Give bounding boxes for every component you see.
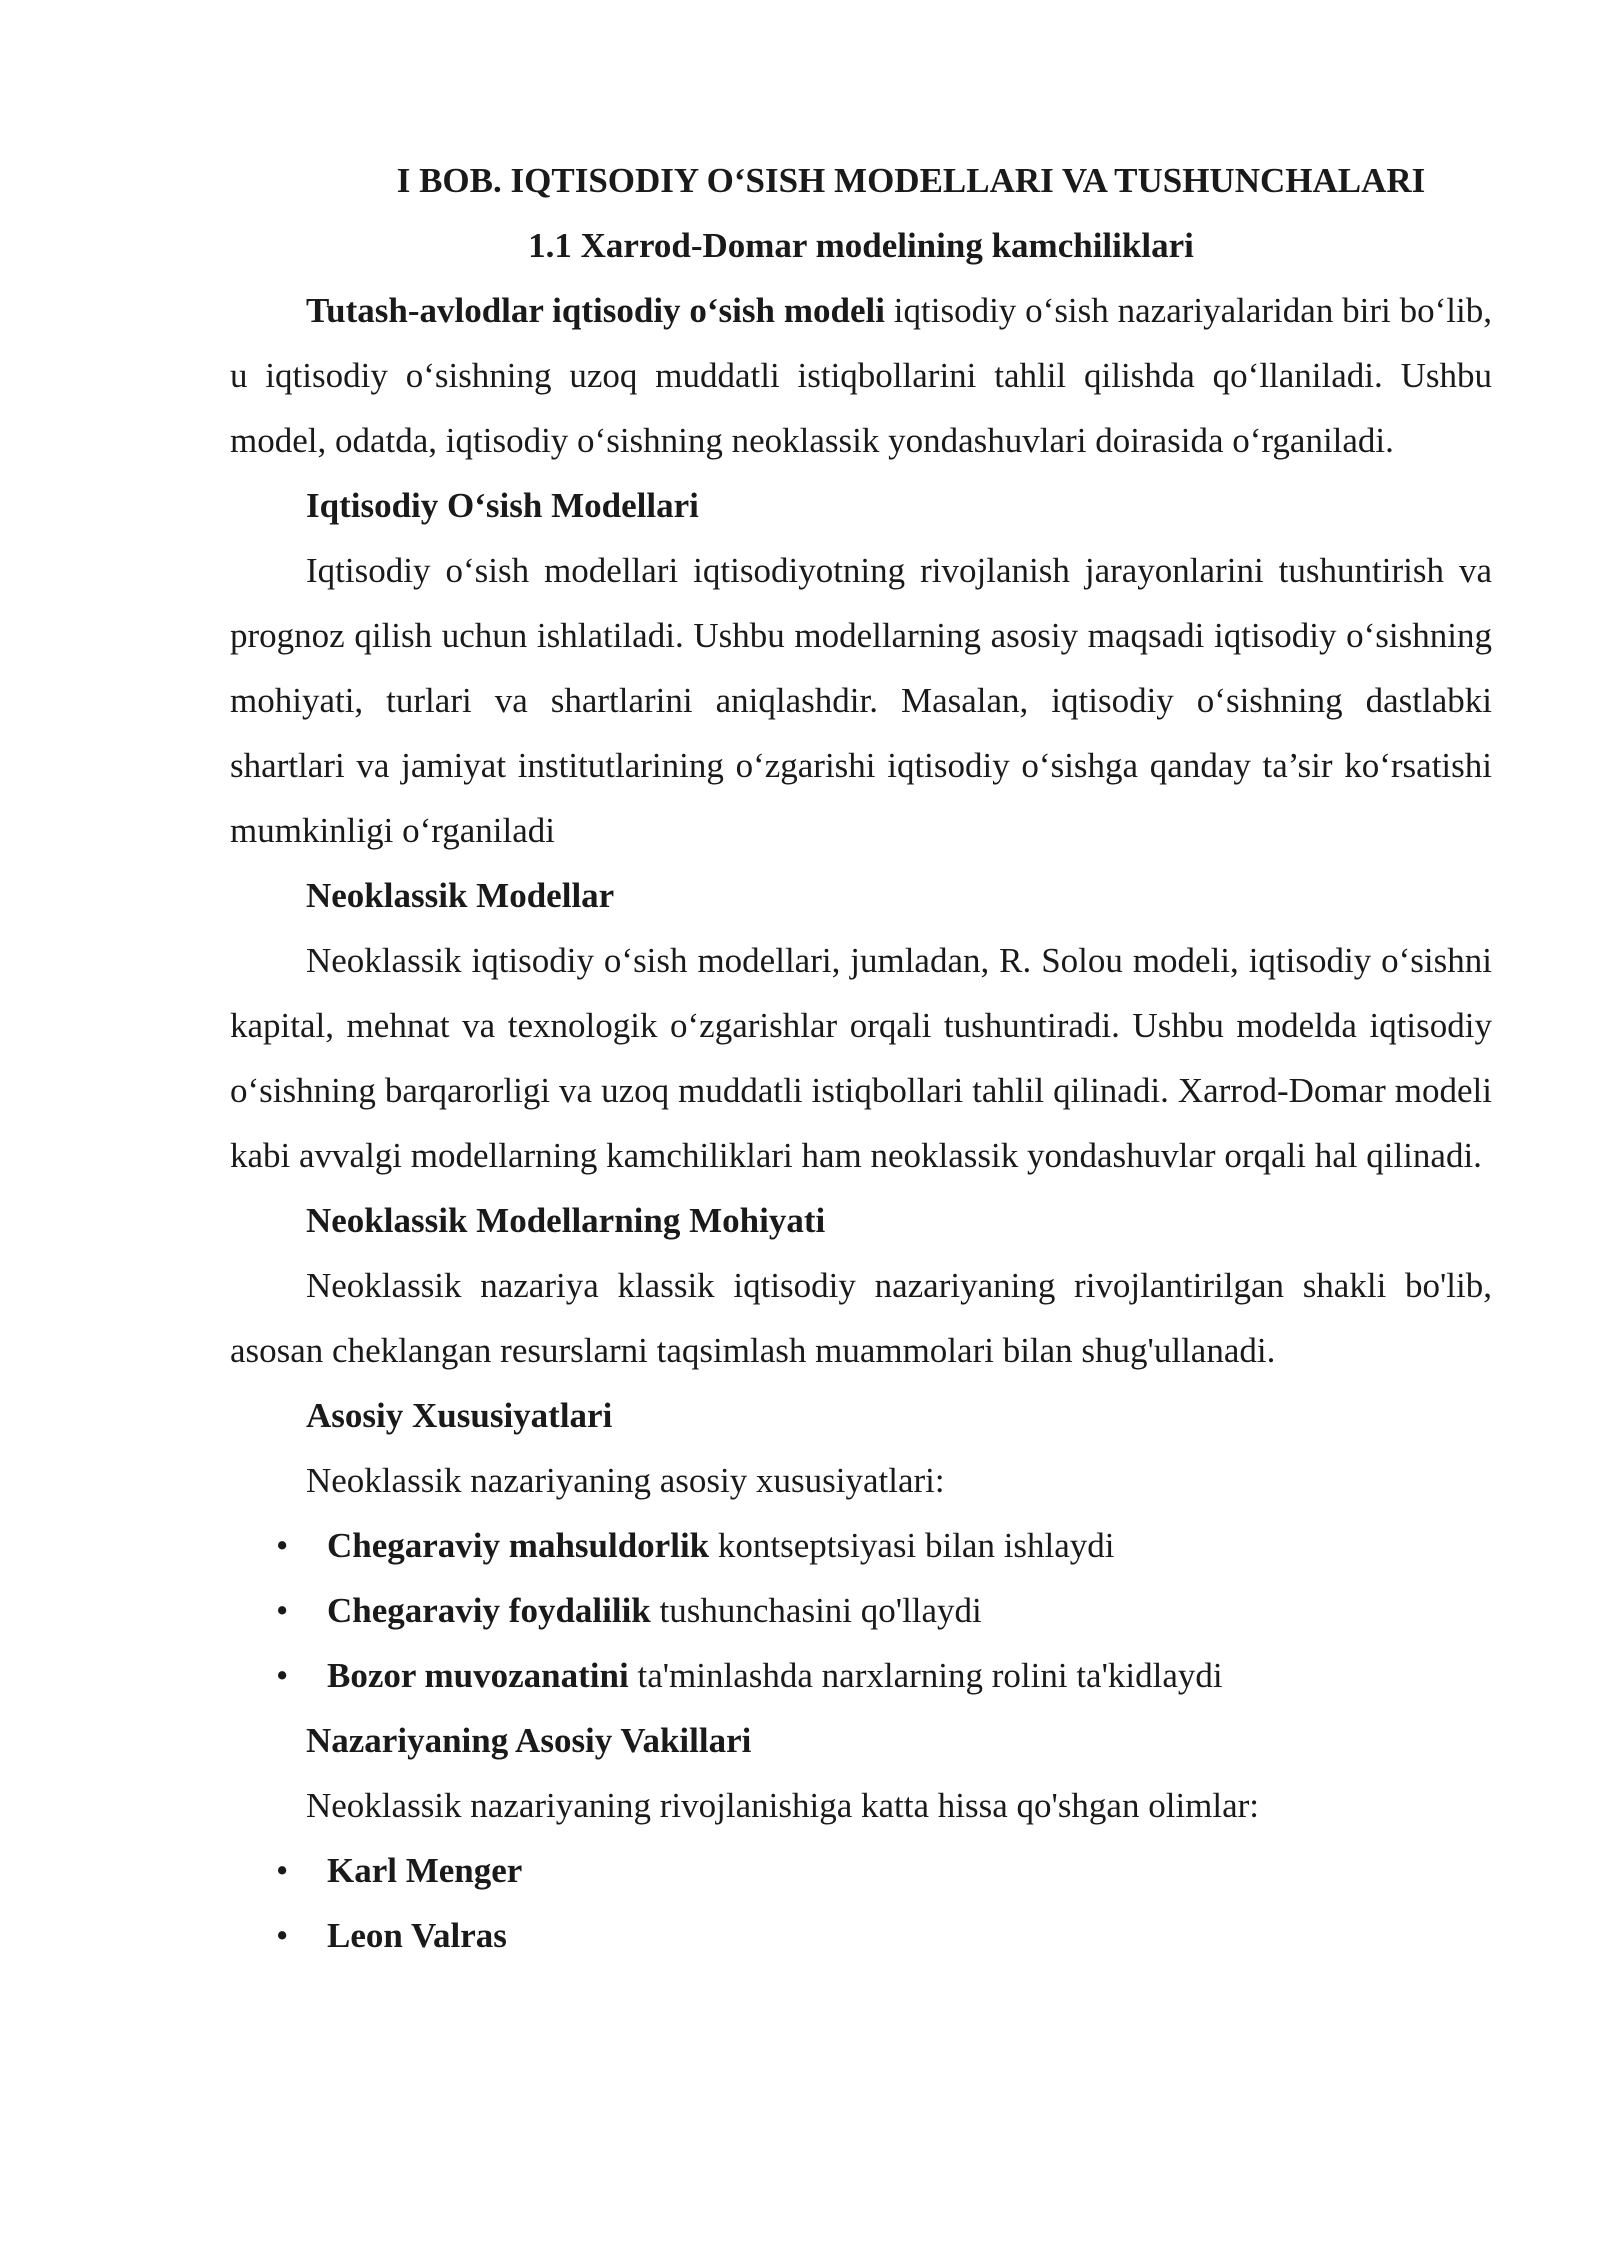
feature-text: tushunchasini qo'llaydi	[650, 1591, 982, 1630]
feature-term: Bozor muvozanatini	[327, 1656, 629, 1695]
feature-term: Chegaraviy mahsuldorlik	[327, 1526, 710, 1565]
paragraph-neoclassical-models: Neoklassik iqtisodiy o‘sish modellari, jumladan, R. Solou modeli, iqtisodiy o‘sishni kapital, mehnat va texnologik o‘zgarishlar orqali tushuntiradi. Ushbu modelda iqtisodiy o‘sishning barqarorligi va uzoq muddatli istiqbollari tahlil qilinadi. Xarrod-Domar modeli kabi avvalgi modellarning kamchiliklari ham neoklassik yondashuvlar orqali hal qilinadi.	[230, 941, 1492, 1175]
heading-growth-models: Iqtisodiy O‘sish Modellari	[306, 486, 699, 525]
list-item	[230, 1578, 1492, 1643]
paragraph-representatives: Neoklassik nazariyaning rivojlanishiga katta hissa qo'shgan olimlar:	[306, 1786, 1260, 1825]
bullet-icon: •	[276, 1851, 289, 1890]
bullet-icon: •	[276, 1656, 289, 1695]
bullet-icon: •	[276, 1591, 289, 1630]
heading-neoclassical-models: Neoklassik Modellar	[306, 876, 615, 915]
bullet-icon: •	[276, 1526, 289, 1565]
scholars-list	[230, 1838, 1492, 1968]
paragraph-main-features: Neoklassik nazariyaning asosiy xususiyatlari:	[306, 1461, 945, 1500]
heading-neoclassical-essence: Neoklassik Modellarning Mohiyati	[306, 1201, 826, 1240]
scholar-name: Leon Valras	[327, 1916, 507, 1955]
heading-representatives: Nazariyaning Asosiy Vakillari	[306, 1721, 752, 1760]
features-list	[230, 1513, 1492, 1708]
feature-term: Chegaraviy foydalilik	[327, 1591, 651, 1630]
list-item	[230, 1903, 1492, 1968]
paragraph-growth-models: Iqtisodiy o‘sish modellari iqtisodiyotning rivojlanish jarayonlarini tushuntirish va prognoz qilish uchun ishlatiladi. Ushbu modellarning asosiy maqsadi iqtisodiy o‘sishning mohiyati, turlari va shartlarini aniqlashdir. Masalan, iqtisodiy o‘sishning dastlabki shartlari va jamiyat institutlarining o‘zgarishi iqtisodiy o‘sishga qanday ta’sir ko‘rsatishi mumkinligi o‘rganiladi	[230, 551, 1492, 850]
list-item	[230, 1643, 1492, 1708]
section-title: 1.1 Xarrod-Domar modelining kamchiliklari	[528, 226, 1194, 265]
paragraph-neoclassical-essence: Neoklassik nazariya klassik iqtisodiy nazariyaning rivojlantirilgan shakli bo'lib, asosan cheklangan resurslarni taqsimlash muammolari bilan shug'ullanadi.	[230, 1266, 1492, 1370]
intro-text: iqtisodiy o‘sish nazariyalaridan biri bo‘lib, u iqtisodiy o‘sishning uzoq muddatli istiqbollarini tahlil qilishda qo‘llaniladi. Ushbu model, odatda, iqtisodiy o‘sishning neoklassik yondashuvlari doirasida o‘rganiladi.	[230, 291, 1492, 460]
feature-text: kontseptsiyasi bilan ishlaydi	[709, 1526, 1115, 1565]
scholar-name: Karl Menger	[327, 1851, 523, 1890]
list-item	[230, 1513, 1492, 1578]
feature-text: ta'minlashda narxlarning rolini ta'kidlaydi	[628, 1656, 1223, 1695]
intro-paragraph	[230, 278, 1492, 473]
intro-bold-term: Tutash-avlodlar iqtisodiy o‘sish modeli	[306, 291, 885, 330]
list-item	[230, 1838, 1492, 1903]
heading-main-features: Asosiy Xususiyatlari	[306, 1396, 613, 1435]
document-page	[230, 148, 1492, 1968]
bullet-icon: •	[276, 1916, 289, 1955]
chapter-title: I BOB. IQTISODIY O‘SISH MODELLARI VA TUSHUNCHALARI	[396, 161, 1426, 200]
